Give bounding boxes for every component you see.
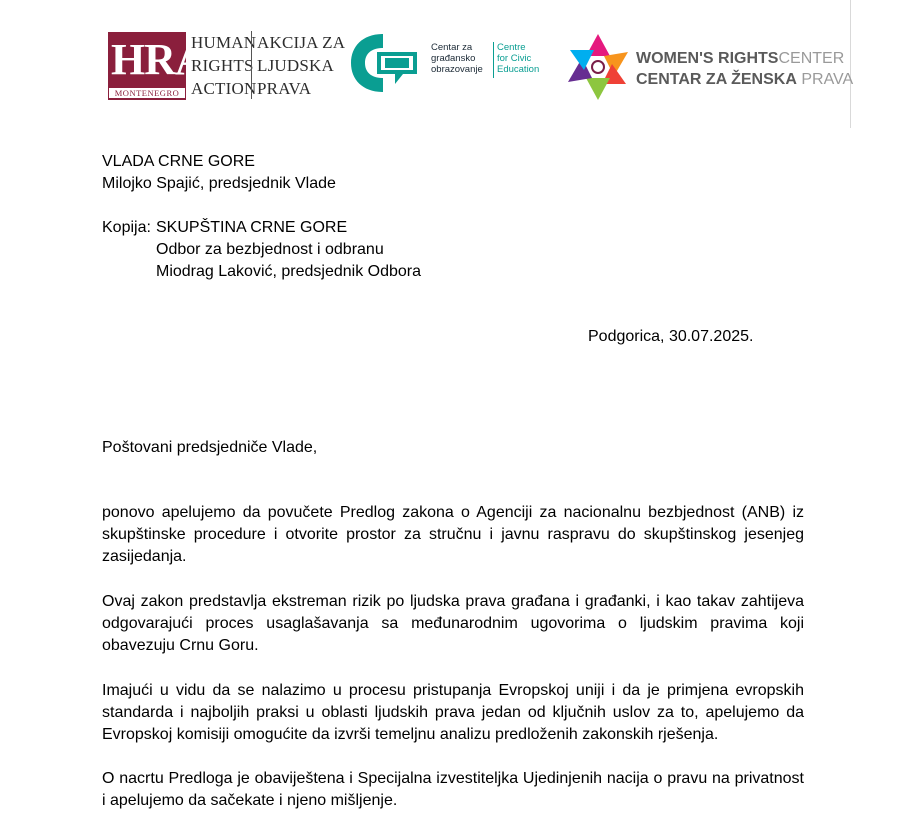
wrc-logo-star-icon	[566, 32, 630, 102]
cgo-logo-english	[497, 42, 557, 75]
cgo-me-line: Centar za	[431, 42, 473, 53]
cgo-en-line: for Civic	[497, 53, 532, 64]
wrc-line2-bold: CENTAR ZA ŽENSKA	[636, 71, 797, 88]
wrc-line2-light: PRAVA	[801, 71, 854, 88]
hra-logo-sub: MONTENEGRO	[108, 87, 186, 99]
hra-me-line: LJUDSKA	[257, 56, 334, 75]
place-date: Podgorica, 30.07.2025.	[588, 328, 754, 345]
body-paragraph-4: O nacrtu Predloga je obaviještena i Specijalna izvestiteljka Ujedinjenih nacija o pravu na privatnost i apelujemo da sačekate i njeno mišljenje.	[102, 770, 804, 809]
cgo-logo-mark-icon	[347, 30, 429, 96]
cgo-en-line: Education	[497, 64, 540, 75]
body-paragraph-2: Ovaj zakon predstavlja ekstreman rizik po ljudska prava građana i građanki, i kao takav zahtijeva odgovarajući proces usaglašavanja sa međunarodnim ugovorima o ljudskim pravima koji obavezuju Crnu Goru.	[102, 593, 804, 654]
recipient-line-2: Milojko Spajić, predsjednik Vlade	[102, 175, 336, 192]
wrc-line1-light: CENTER	[778, 50, 845, 67]
hra-logo-letters: HRA	[111, 35, 206, 84]
cgo-logo	[347, 30, 547, 96]
wrc-logo-line-montenegrin	[636, 71, 853, 89]
hra-me-line: AKCIJA ZA	[257, 33, 346, 52]
copy-label: Kopija:	[102, 219, 151, 236]
cgo-logo-separator	[493, 42, 494, 78]
body-paragraph-3: Imajući u vidu da se nalazimo u procesu pristupanja Evropskoj uniji i da je primjena evropskih standarda i najboljih praksi u oblasti ljudskih prava jedan od ključnih uslov za to, apelujemo da Evropskoj komisiji omogućite da izvrši temeljnu analizu predloženih zakonskih rješenja.	[102, 682, 804, 743]
cgo-en-line: Centre	[497, 42, 526, 53]
cgo-me-line: građansko	[431, 53, 476, 64]
cgo-me-line: obrazovanje	[431, 64, 483, 75]
body-paragraph-1: ponovo apelujemo da povučete Predlog zakona o Agenciji za nacionalnu bezbjednost (ANB) iz skupštinske procedure i otvorite prostor za stručnu i javnu raspravu do skupštinskog jesenjeg zasijedanja.	[102, 504, 804, 565]
hra-logo-english	[191, 31, 256, 100]
wrc-line1-bold: WOMEN'S RIGHTS	[636, 50, 779, 67]
hra-logo-montenegrin	[251, 31, 345, 99]
hra-en-line: ACTION	[191, 79, 257, 98]
copy-line-2: Odbor za bezbjednost i odbranu	[156, 241, 384, 258]
recipient-line-1: VLADA CRNE GORE	[102, 153, 255, 170]
wrc-logo	[566, 32, 854, 102]
hra-me-line: PRAVA	[257, 79, 312, 98]
cgo-logo-montenegrin	[431, 42, 493, 75]
hra-logo-block	[108, 32, 206, 100]
hra-logo	[108, 32, 346, 100]
hra-en-line: RIGHTS	[191, 56, 254, 75]
wrc-logo-line-english	[636, 50, 844, 68]
copy-line-1: SKUPŠTINA CRNE GORE	[156, 219, 348, 236]
copy-line-3: Miodrag Laković, predsjednik Odbora	[156, 263, 422, 280]
salutation: Poštovani predsjedniče Vlade,	[102, 439, 318, 456]
hra-en-line: HUMAN	[191, 33, 257, 52]
page-edge-divider	[850, 0, 851, 128]
